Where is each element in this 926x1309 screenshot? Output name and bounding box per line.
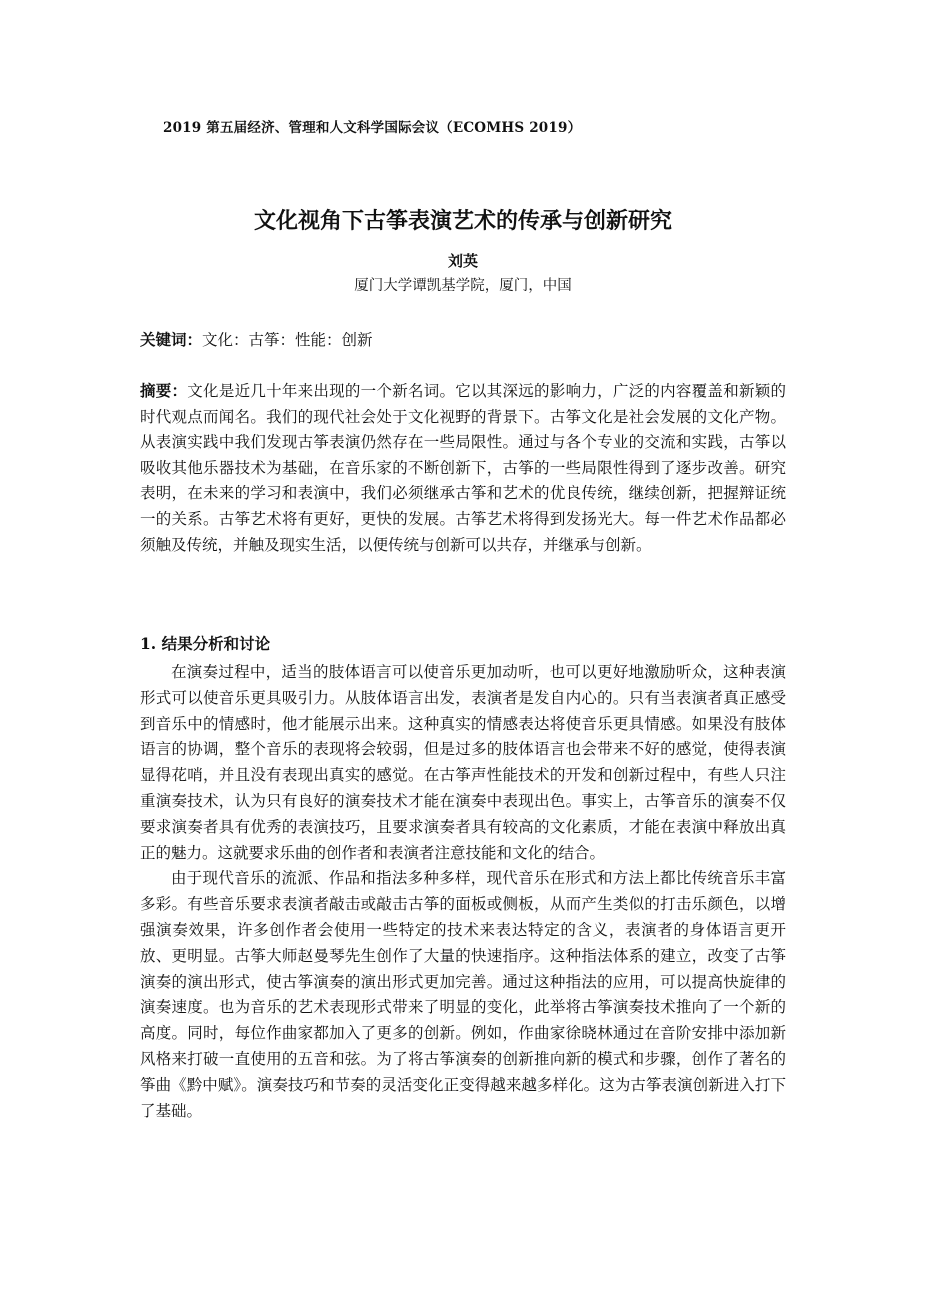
- keywords-text: 文化：古筝：性能：创新: [202, 331, 373, 349]
- body-paragraph: 由于现代音乐的流派、作品和指法多种多样，现代音乐在形式和方法上都比传统音乐丰富多彩。有些音乐要求表演者敲击或敲击古筝的面板或侧板，从而产生类似的打击乐颜色，以增强演奏效果，许多创作者会使用一些特定的技术来表达特定的含义，表演者的身体语言更开放、更明显。古筝大师赵曼琴先生创作了大量的快速指序。这种指法体系的建立，改变了古筝演奏的演出形式，使古筝演奏的演出形式更加完善。通过这种指法的应用，可以提高快旋律的演奏速度。也为音乐的艺术表现形式带来了明显的变化，此举将古筝演奏技术推向了一个新的高度。同时，每位作曲家都加入了更多的创新。例如，作曲家徐晓林通过在音阶安排中添加新风格来打破一直使用的五音和弦。为了将古筝演奏的创新推向新的模式和步骤，创作了著名的筝曲《黔中赋》。演奏技巧和节奏的灵活变化正变得越来越多样化。这为古筝表演创新进入打下了基础。: [140, 869, 786, 1120]
- body-paragraph: 在演奏过程中，适当的肢体语言可以使音乐更加动听，也可以更好地激励听众，这种表演形式可以使音乐更具吸引力。从肢体语言出发，表演者是发自内心的。只有当表演者真正感受到音乐中的情感时，他才能展示出来。这种真实的情感表达将使音乐更具情感。如果没有肢体语言的协调，整个音乐的表现将会较弱，但是过多的肢体语言也会带来不好的感觉，使得表演显得花哨，并且没有表现出真实的感觉。在古筝声性能技术的开发和创新过程中，有些人只注重演奏技术，认为只有良好的演奏技术才能在演奏中表现出色。事实上，古筝音乐的演奏不仅要求演奏者具有优秀的表演技巧，且要求演奏者具有较高的文化素质，才能在表演中释放出真正的魅力。这就要求乐曲的创作者和表演者注意技能和文化的结合。: [140, 663, 786, 862]
- author-affiliation: 厦门大学谭凯基学院，厦门，中国: [354, 278, 572, 294]
- abstract-label: 摘要：: [140, 381, 188, 400]
- keywords-line: [140, 328, 373, 350]
- abstract-block: [140, 378, 786, 558]
- paper-title: 文化视角下古筝表演艺术的传承与创新研究: [253, 208, 672, 234]
- author-name: 刘英: [447, 252, 478, 270]
- keywords-label: 关键词：: [140, 330, 203, 349]
- abstract-text: 文化是近几十年来出现的一个新名词。它以其深远的影响力，广泛的内容覆盖和新颖的时代观点而闻名。我们的现代社会处于文化视野的背景下。古筝文化是社会发展的文化产物。从表演实践中我们发现古筝表演仍然存在一些局限性。通过与各个专业的交流和实践，古筝以吸收其他乐器技术为基础，在音乐家的不断创新下，古筝的一些局限性得到了逐步改善。研究表明，在未来的学习和表演中，我们必须继承古筝和艺术的优良传统，继续创新，把握辩证统一的关系。古筝艺术将有更好，更快的发展。古筝艺术将得到发扬光大。每一件艺术作品都必须触及传统，并触及现实生活，以便传统与创新可以共存，并继承与创新。: [140, 382, 786, 554]
- section-body: [140, 660, 786, 1124]
- section-heading: 1. 结果分析和讨论: [140, 634, 271, 653]
- conference-header: 2019 第五届经济、管理和人文科学国际会议（ECOMHS 2019）: [163, 120, 582, 136]
